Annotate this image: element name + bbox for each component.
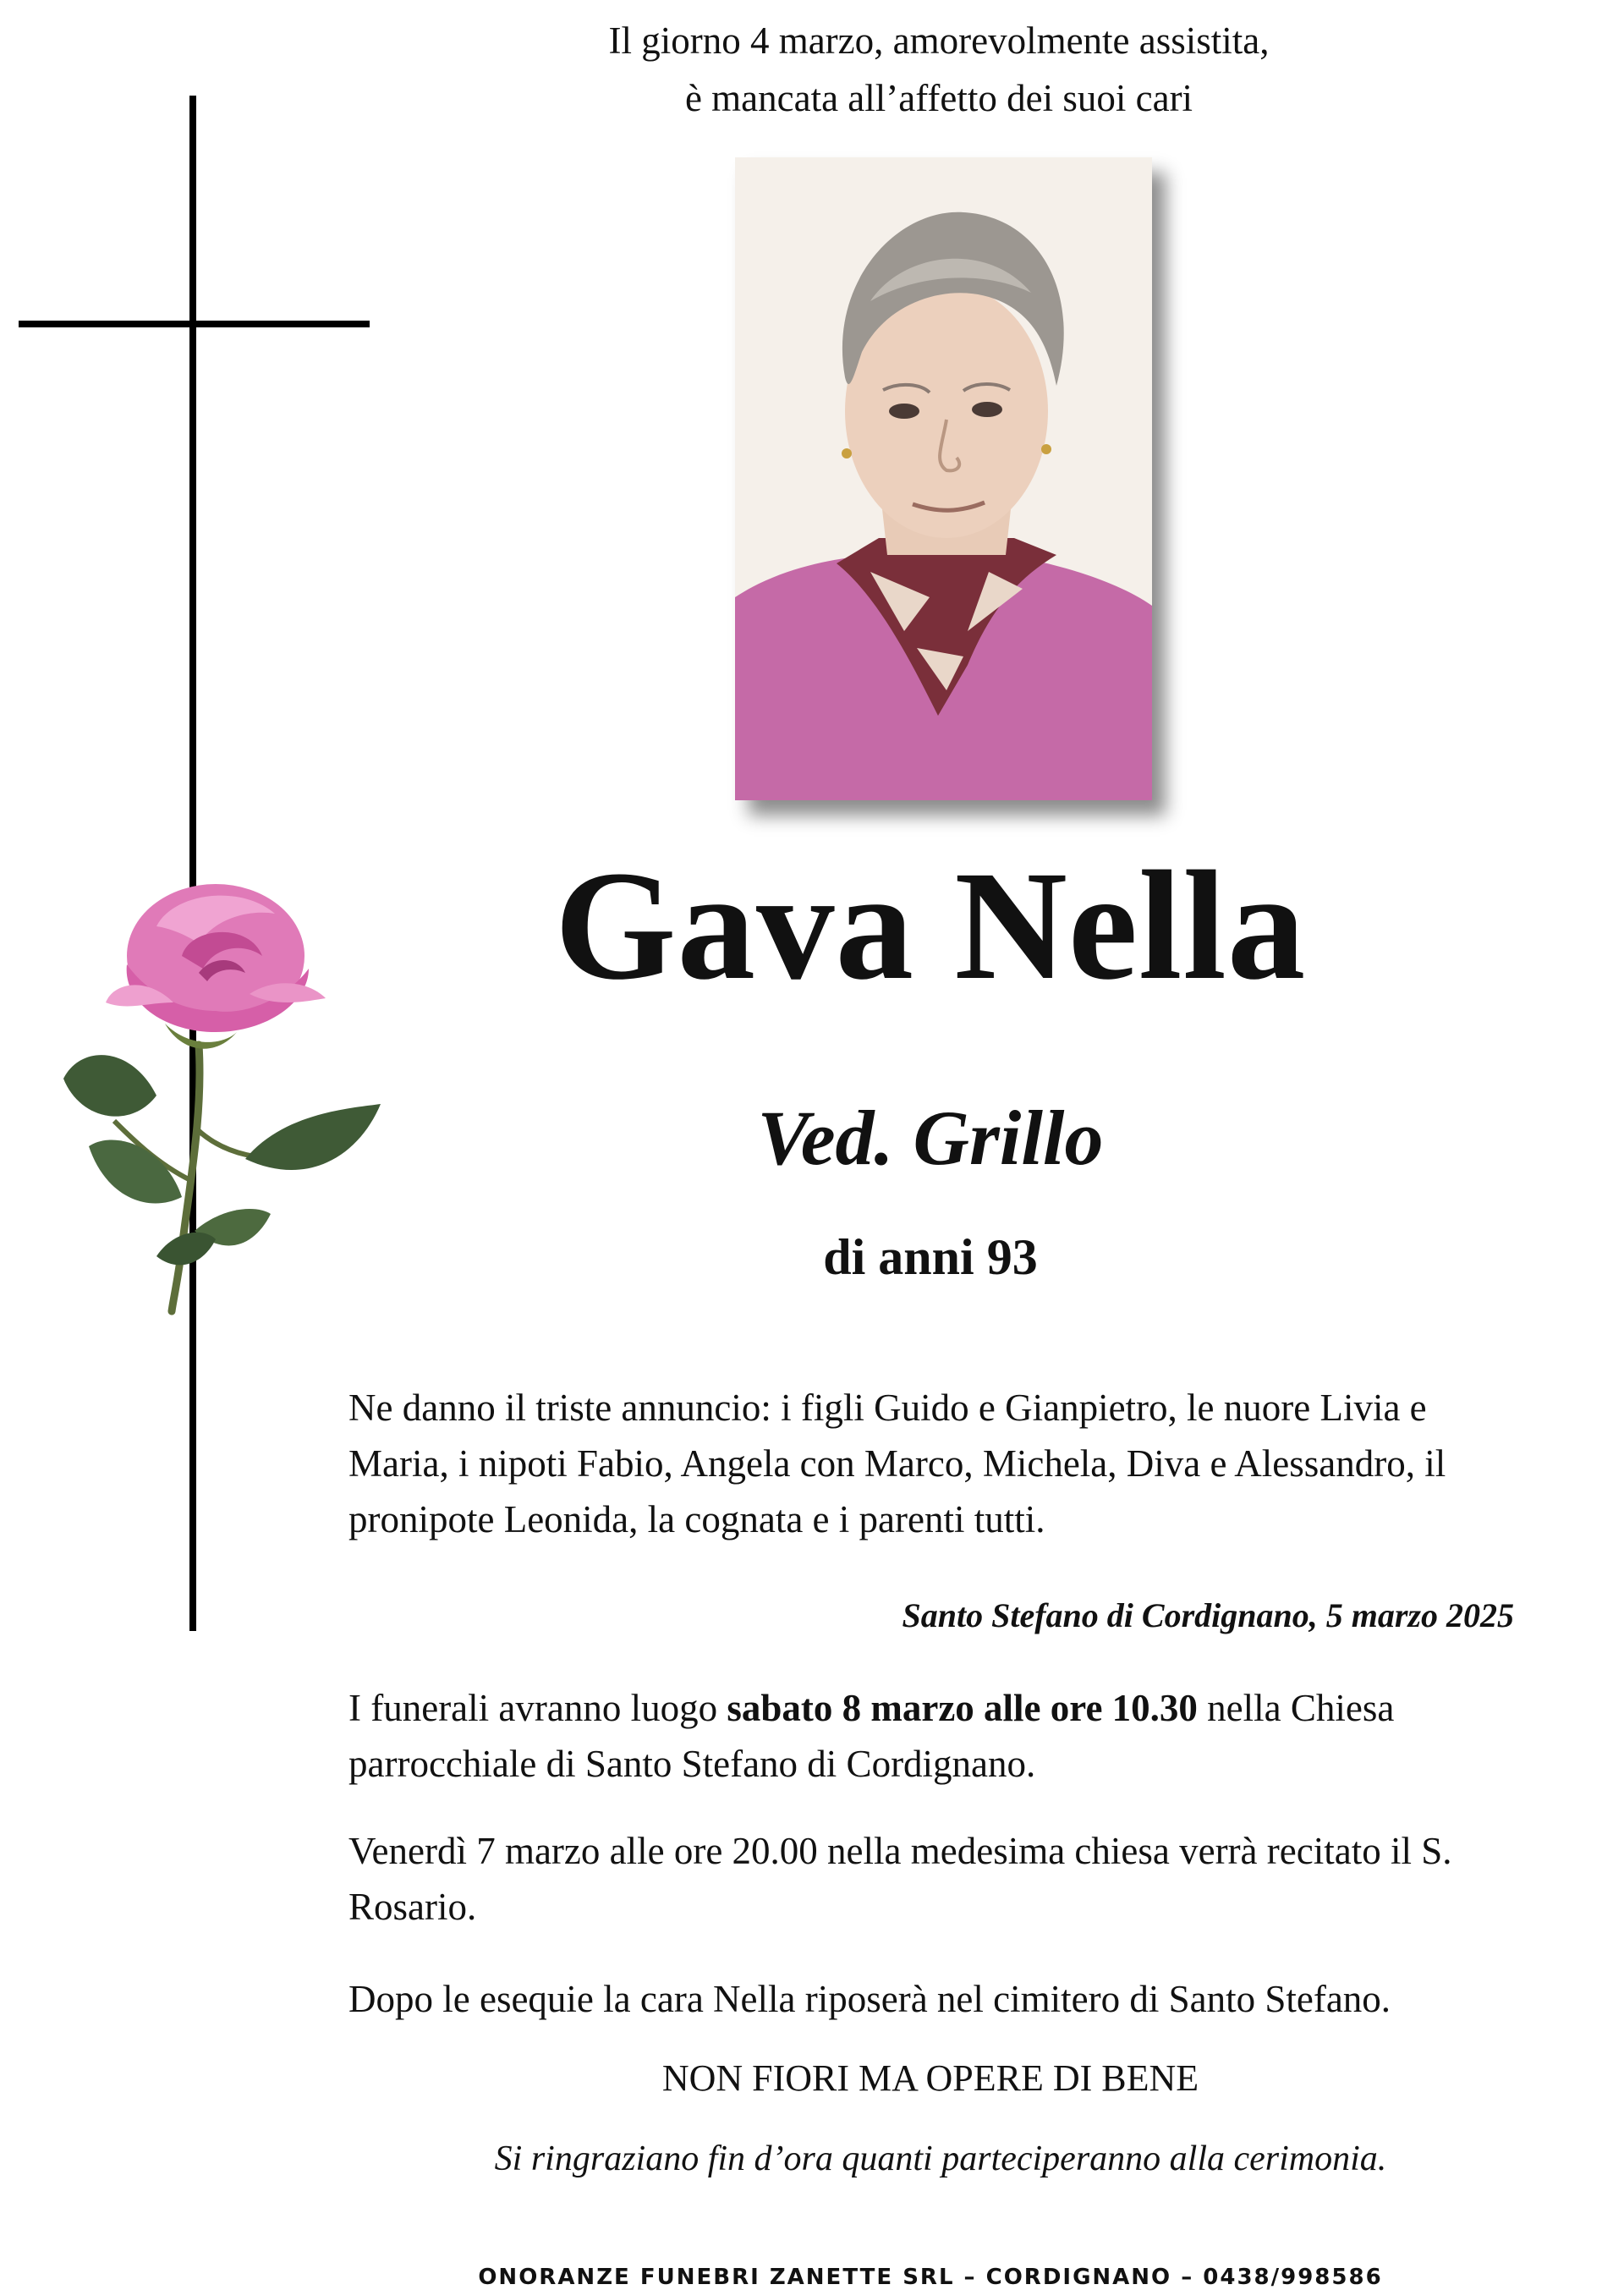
funeral-prefix: I funerali avranno luogo [348,1687,727,1729]
place-date: Santo Stefano di Cordignano, 5 marzo 2025 [902,1596,1514,1634]
funeral-suffix: nella Chiesa parrocchiale di Santo Stefano di Cordignano. [348,1687,1395,1785]
no-flowers-note: NON FIORI MA OPERE DI BENE [661,2057,1199,2099]
cross-horizontal-bar [19,321,370,327]
intro-line-2: è mancata all’affetto dei suoi cari [684,77,1193,119]
thanks-note: Si ringraziano fin d’ora quanti parteciperanno alla cerimonia. [494,2139,1387,2178]
deceased-widow-of: Ved. Grillo [757,1095,1104,1181]
intro-text [406,12,1472,127]
funeral-home-footer: ONORANZE FUNEBRI ZANETTE SRL – CORDIGNANO – 0438/998586 [478,2265,1383,2290]
funeral-datetime: sabato 8 marzo alle ore 10.30 [727,1687,1198,1729]
funeral-paragraph [348,1680,1533,1792]
burial-paragraph: Dopo le esequie la cara Nella riposerà nel cimitero di Santo Stefano. [348,1978,1391,2020]
intro-line-1: Il giorno 4 marzo, amorevolmente assistita, [608,19,1270,62]
deceased-name: Gava Nella [554,839,1307,1013]
rose-icon [55,876,393,1315]
deceased-age: di anni 93 [823,1229,1038,1285]
rosary-paragraph: Venerdì 7 marzo alle ore 20.00 nella medesima chiesa verrà recitato il S. Rosario. [348,1830,1452,1928]
portrait-image [735,157,1152,800]
deceased-photo [735,157,1152,800]
announcement-paragraph: Ne danno il triste annuncio: i figli Guido e Gianpietro, le nuore Livia e Maria, i nipoti Fabio, Angela con Marco, Michela, Diva e Alessandro, il pronipote Leonida, la cognata e i parenti tutti. [348,1387,1446,1540]
